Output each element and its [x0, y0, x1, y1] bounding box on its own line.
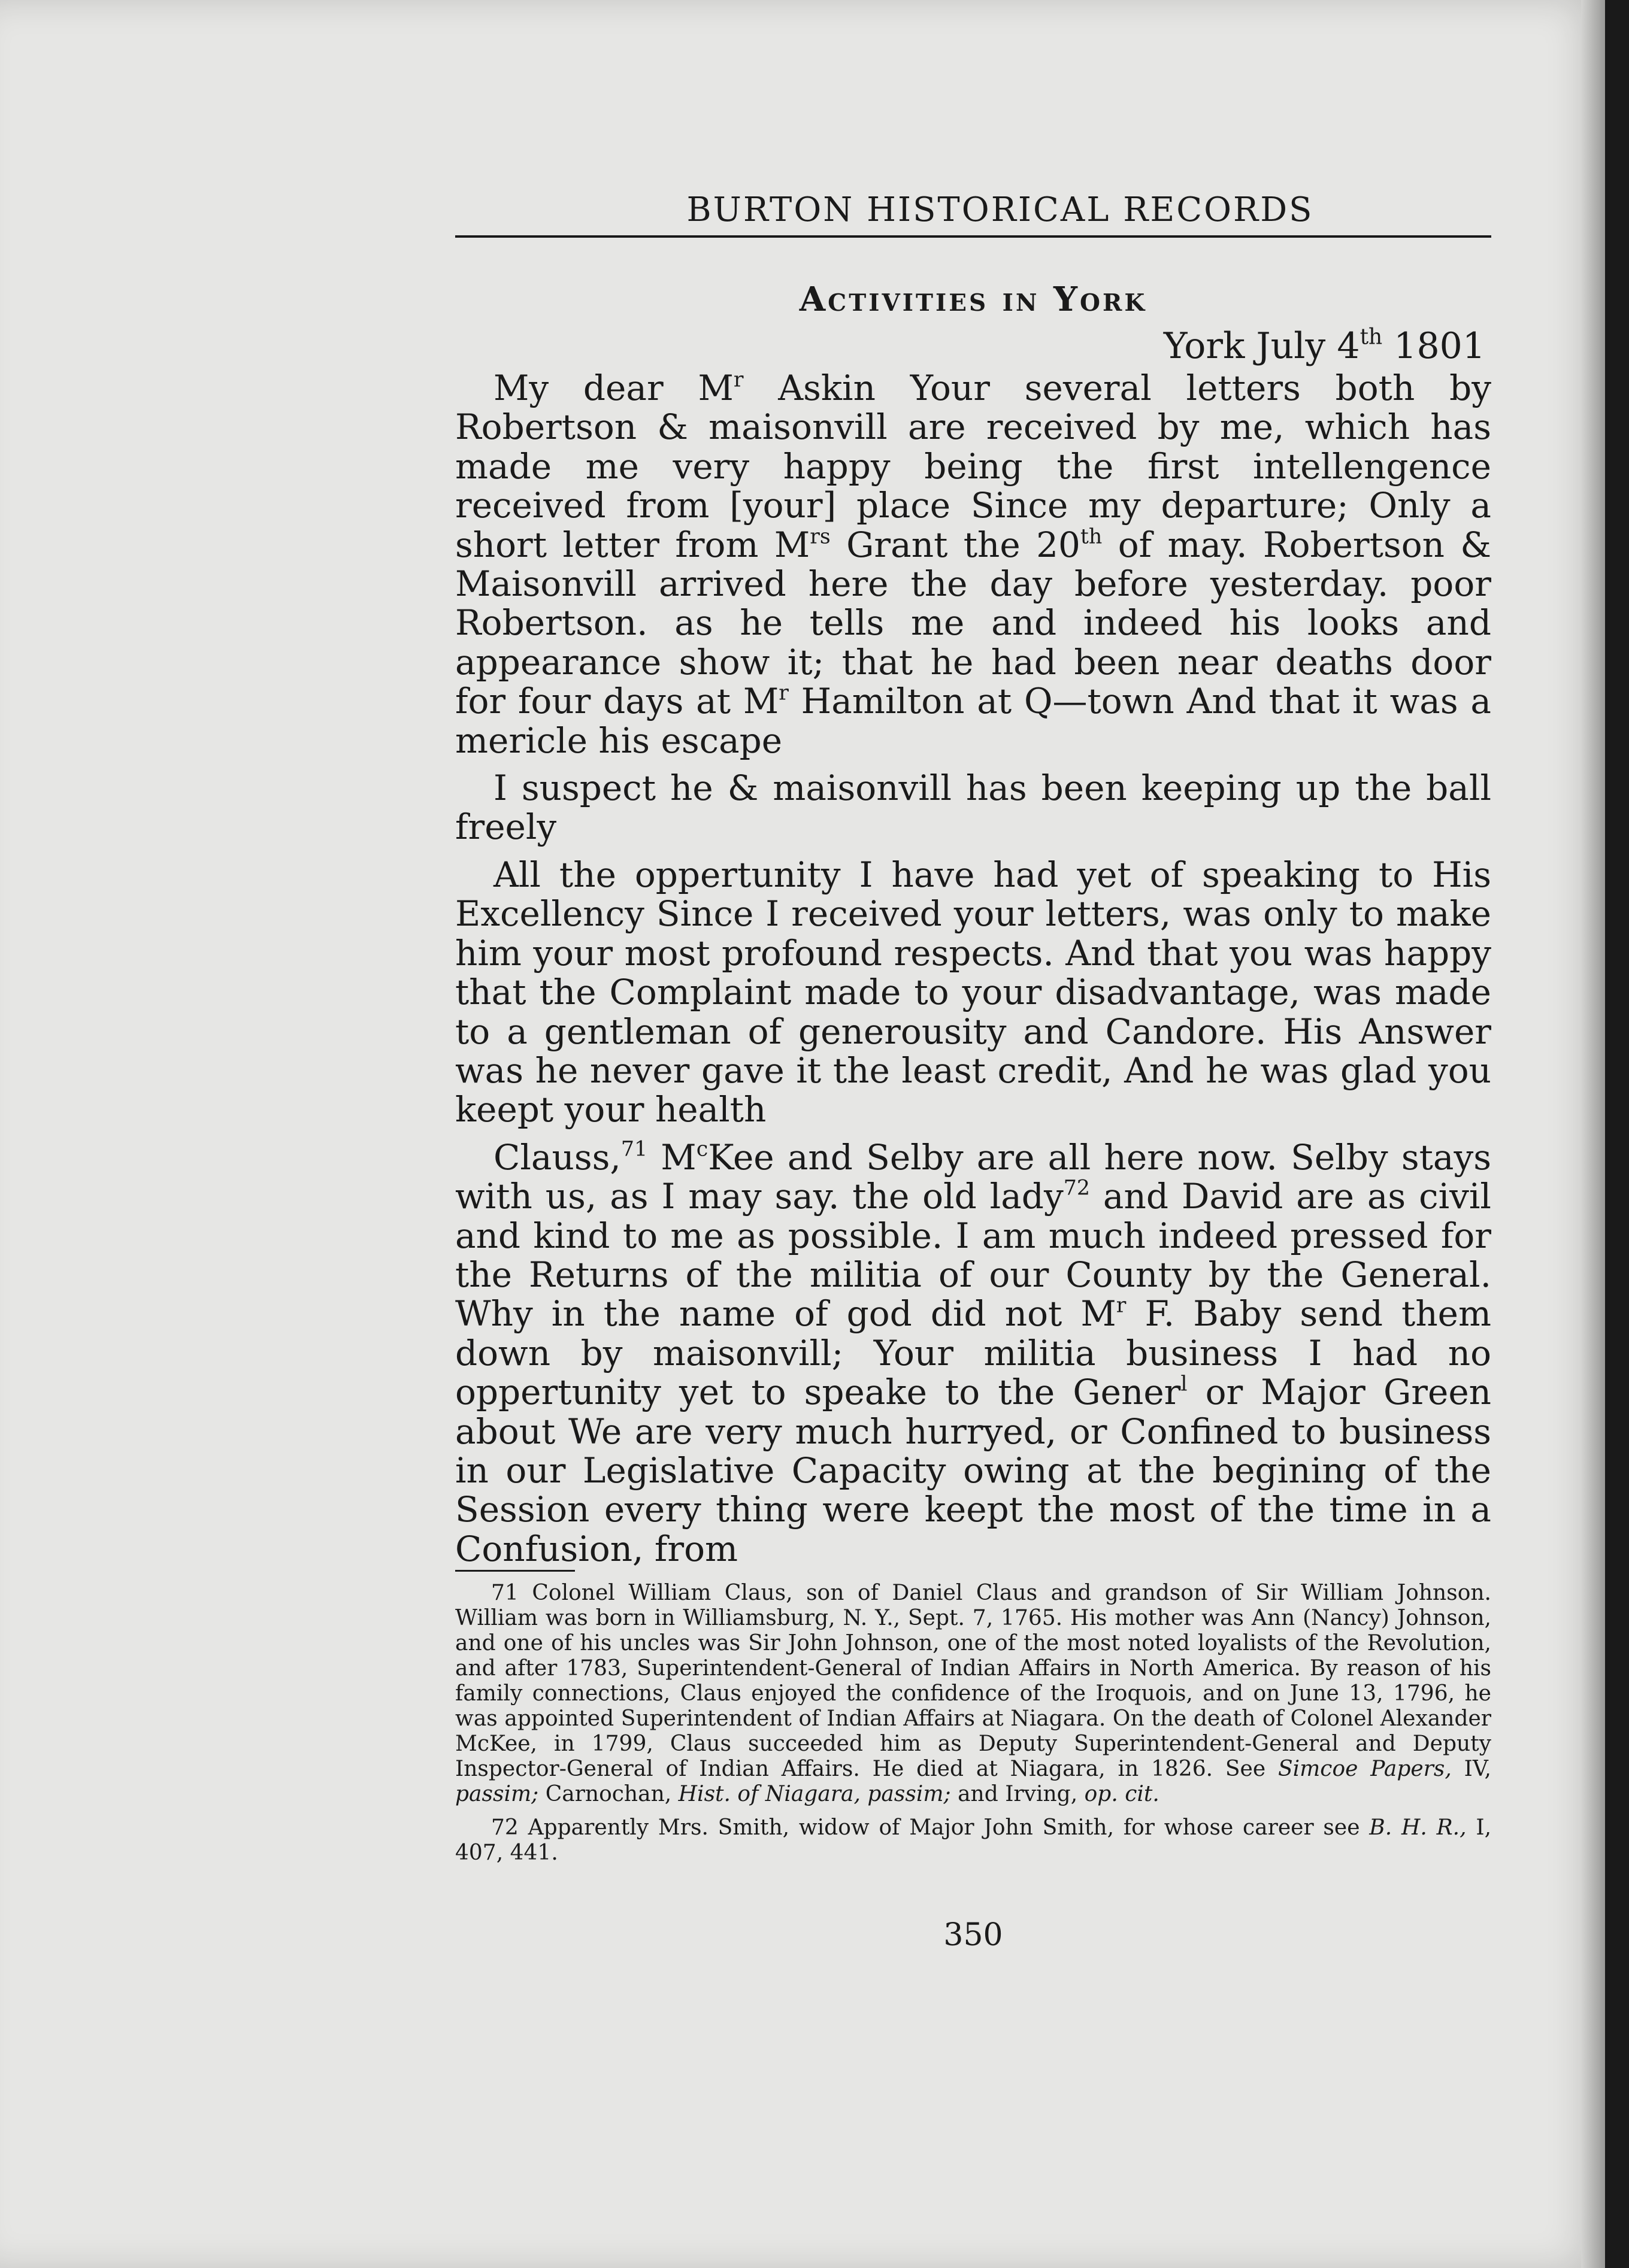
letter-paragraph [455, 769, 1491, 847]
superscript: rs [810, 524, 831, 549]
footnotes [455, 1581, 1491, 1866]
section-title: Activities in York [799, 280, 1147, 319]
footnote [455, 1815, 1491, 1866]
page-edge-shadow [1581, 0, 1605, 2268]
letter-paragraph [455, 856, 1491, 1130]
scan-background [1605, 0, 1629, 2268]
superscript: r [779, 681, 789, 705]
italic-run: passim; [455, 1782, 539, 1806]
letter-paragraphs [455, 369, 1491, 1569]
text-run: Hamilton at Q—town And that it was a mericle his escape [455, 681, 1491, 761]
italic-run: Hist. of Niagara, passim; [678, 1782, 951, 1806]
letter-paragraph [455, 369, 1491, 760]
letter-body [455, 275, 1491, 1569]
letter-paragraph [455, 1138, 1491, 1569]
dateline-year: 1801 [1382, 325, 1485, 367]
running-head: BURTON HISTORICAL RECORDS [686, 190, 1314, 229]
text-run: and Irving, [950, 1782, 1085, 1806]
superscript: 71 [620, 1137, 648, 1162]
text-run: 72 Apparently Mrs. Smith, widow of Major John Smith, for whose career see [491, 1815, 1370, 1840]
superscript: th [1080, 524, 1103, 549]
page-number: 350 [943, 1917, 1003, 1953]
dateline [455, 323, 1491, 369]
text-run: M [647, 1136, 697, 1178]
text-run: F. Baby send them down by maisonvill; Your militia business I had no oppertunity yet to speake to the Gener [455, 1293, 1491, 1413]
text-run: Clauss, [493, 1136, 621, 1178]
superscript: c [696, 1137, 708, 1162]
text-run: or Major Green about We are very much hurryed, or Confined to business in our Legislative Capacity owing at the begining of the Session every thing were keept the most of the time in a Confusion, from [455, 1372, 1492, 1569]
text-run: 71 Colonel William Claus, son of Daniel Claus and grandson of Sir William Johnson. William was born in Williamsburg, N. Y., Sept. 7, 1765. His mother was Ann (Nancy) Johnson, and one of his uncles was Sir John Johnson, one of the most noted loyalists of the Revolution, and after 1783, Superintendent-General of Indian Affairs in North America. By reason of his family connections, Claus enjoyed the confidence of the Iroquois, and on June 13, 1796, he was appointed Superintendent of Indian Affairs at Niagara. On the death of Colonel Alexander McKee, in 1799, Claus succeeded him as Deputy Superintendent-General and Deputy Inspector-General of Indian Affairs. He died at Niagara, in 1826. See [455, 1581, 1491, 1781]
superscript: r [733, 368, 744, 392]
text-run: I, 407, 441. [455, 1815, 1492, 1865]
superscript: r [1116, 1293, 1127, 1318]
text-run: Grant the 20 [830, 524, 1080, 565]
text-run: Askin Your several letters both by Robertson & maisonvill are received by me, which has made me very happy being the first intellengence received from [your] place Since my departure; Only a short letter from M [455, 368, 1491, 565]
dateline-text: York July 4 [1163, 325, 1360, 367]
text-run: Kee and Selby are all here now. Selby stays with us, as I may say. the old lady [455, 1136, 1491, 1217]
footnote-rule [455, 1570, 575, 1572]
text-run: of may. Robertson & Maisonvill arrived here the day before yesterday. poor Robertson. as he tells me and indeed his looks and appearance show it; that he had been near deaths door for four days at M [455, 524, 1492, 722]
text-run: All the oppertunity I have had yet of speaking to His Excellency Since I received your letters, was only to make him your most profound respects. And that you was happy that the Complaint made to your disadvantage, was made to a gentleman of generousity and Candore. His Answer was he never gave it the least credit, And he was glad you keept your health [455, 854, 1491, 1130]
dateline-superscript: th [1359, 325, 1383, 350]
superscript: l [1180, 1372, 1188, 1396]
italic-run: B. H. R., [1369, 1815, 1467, 1840]
text-run: IV, [1451, 1757, 1491, 1781]
footnote [455, 1581, 1491, 1807]
text-run: I suspect he & maisonvill has been keeping up the ball freely [455, 768, 1491, 848]
italic-run: op. cit. [1084, 1782, 1159, 1806]
superscript: 72 [1063, 1176, 1090, 1200]
italic-run: Simcoe Papers, [1277, 1757, 1452, 1781]
header-rule [455, 235, 1491, 238]
text-run: and David are as civil and kind to me as possible. I am much indeed pressed for the Returns of the militia of our County by the General. Why in the name of god did not M [455, 1176, 1491, 1335]
text-run: Carnochan, [538, 1782, 679, 1806]
text-run: My dear M [493, 368, 734, 408]
